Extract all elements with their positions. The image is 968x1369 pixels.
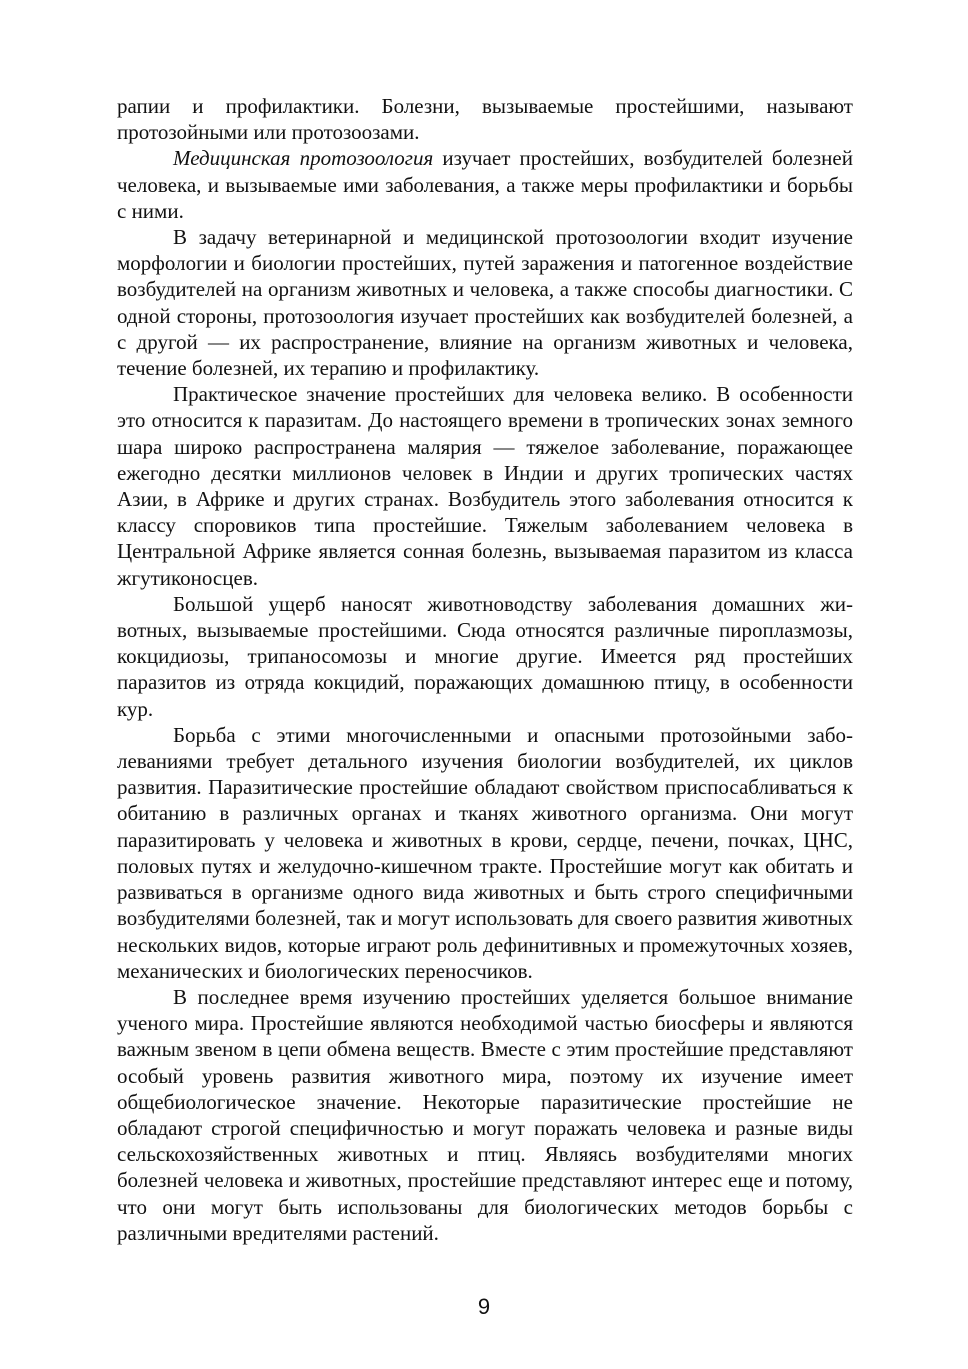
paragraph-text: Большой ущерб наносят животноводству заболевания домашних животных, вызываемые простейшими. Сюда относятся различные пироплазмозы, кокцидиозы, трипаносомозы и многие другие. Имеется ряд простейших паразитов из отряда кокцидий, поражающих домашнюю птицу, в особенности кур. xyxy=(117,591,853,721)
paragraph-text: Практическое значение простейших для человека велико. В особенности это относится к паразитам. До настоящего времени в тропических зонах земного шара широко распространена малярия — тяжелое заболевание, поражающее ежегодно десятки миллионов человек в Индии и других тропических частях Азии, в Африке и других странах. Возбудитель этого заболевания относится к классу споровиков типа простейшие. Тяжелым заболеванием человека в Центральной Африке является сонная болезнь, вызываемая паразитом из класса жгутиконосцев. xyxy=(117,382,853,590)
paragraph-text: рапии и профилактики. Болезни, вызываемые простейшими, называют протозойными или протозоозами. xyxy=(117,94,853,145)
paragraph-continued xyxy=(117,93,853,145)
paragraph-text: В задачу ветеринарной и медицинской протозоологии входит изучение морфологии и биологии простейших, путей заражения и патогенное воздействие возбудителей на организм животных и человека, а также способы диагностики. С одной стороны, протозоология изучает простейших как возбудителей болезней, а с другой — их распространение, влияние на организм животных и человека, течение болезней, их терапию и профилактику. xyxy=(117,225,853,381)
paragraph-livestock-damage xyxy=(117,591,853,722)
paragraph-fight-diseases xyxy=(117,722,853,984)
paragraph-medical-protozoology xyxy=(117,145,853,224)
paragraph-tasks xyxy=(117,224,853,381)
paragraph-text: В последнее время изучению простейших уделяется большое внимание ученого мира. Простейшие являются необходимой частью биосферы и являются важным звеном в цепи обмена веществ. Вместе с этим простейшие представляют особый уровень развития животного мира, поэтому их изучение имеет общебиологическое значение. Некоторые паразитические простейшие не обладают строгой специфичностью и могут поражать человека и разные виды сельскохозяйственных животных и птиц. Являясь возбудителями многих болезней человека и животных, простейшие представляют интерес еще и потому, что они могут быть использованы для биологических методов борьбы с различными вредителями растений. xyxy=(117,984,853,1245)
italic-term: Медицинская протозоология xyxy=(173,146,434,171)
paragraph-text: изучает простейших, возбудителей болезней человека, и вызываемые ими заболевания, а также меры профилактики и борьбы с ними. xyxy=(117,146,853,223)
page-number: 9 xyxy=(477,1294,491,1319)
paragraph-recent-study xyxy=(117,984,853,1246)
paragraph-text: Борьба с этими многочисленными и опасными протозойными заболеваниями требует детального изучения биологии возбудителей, их циклов развития. Паразитические простейшие обладают свойством приспосабливаться к обитанию в различных органах и тканях животного организма. Они могут паразитировать у человека и животных в крови, сердце, печени, почках, ЦНС, половых путях и желудочно-кишечном тракте. Простейшие могут как обитать и развиваться в организме одного вида животных и быть строго специфичными возбудителями болезней, так и могут использовать для своего развития животных нескольких видов, которые играют роль дефинитивных и промежуточных хозяев, механических и биологических переносчиков. xyxy=(117,722,853,983)
page-body xyxy=(117,93,853,1246)
paragraph-practical-significance xyxy=(117,381,853,591)
